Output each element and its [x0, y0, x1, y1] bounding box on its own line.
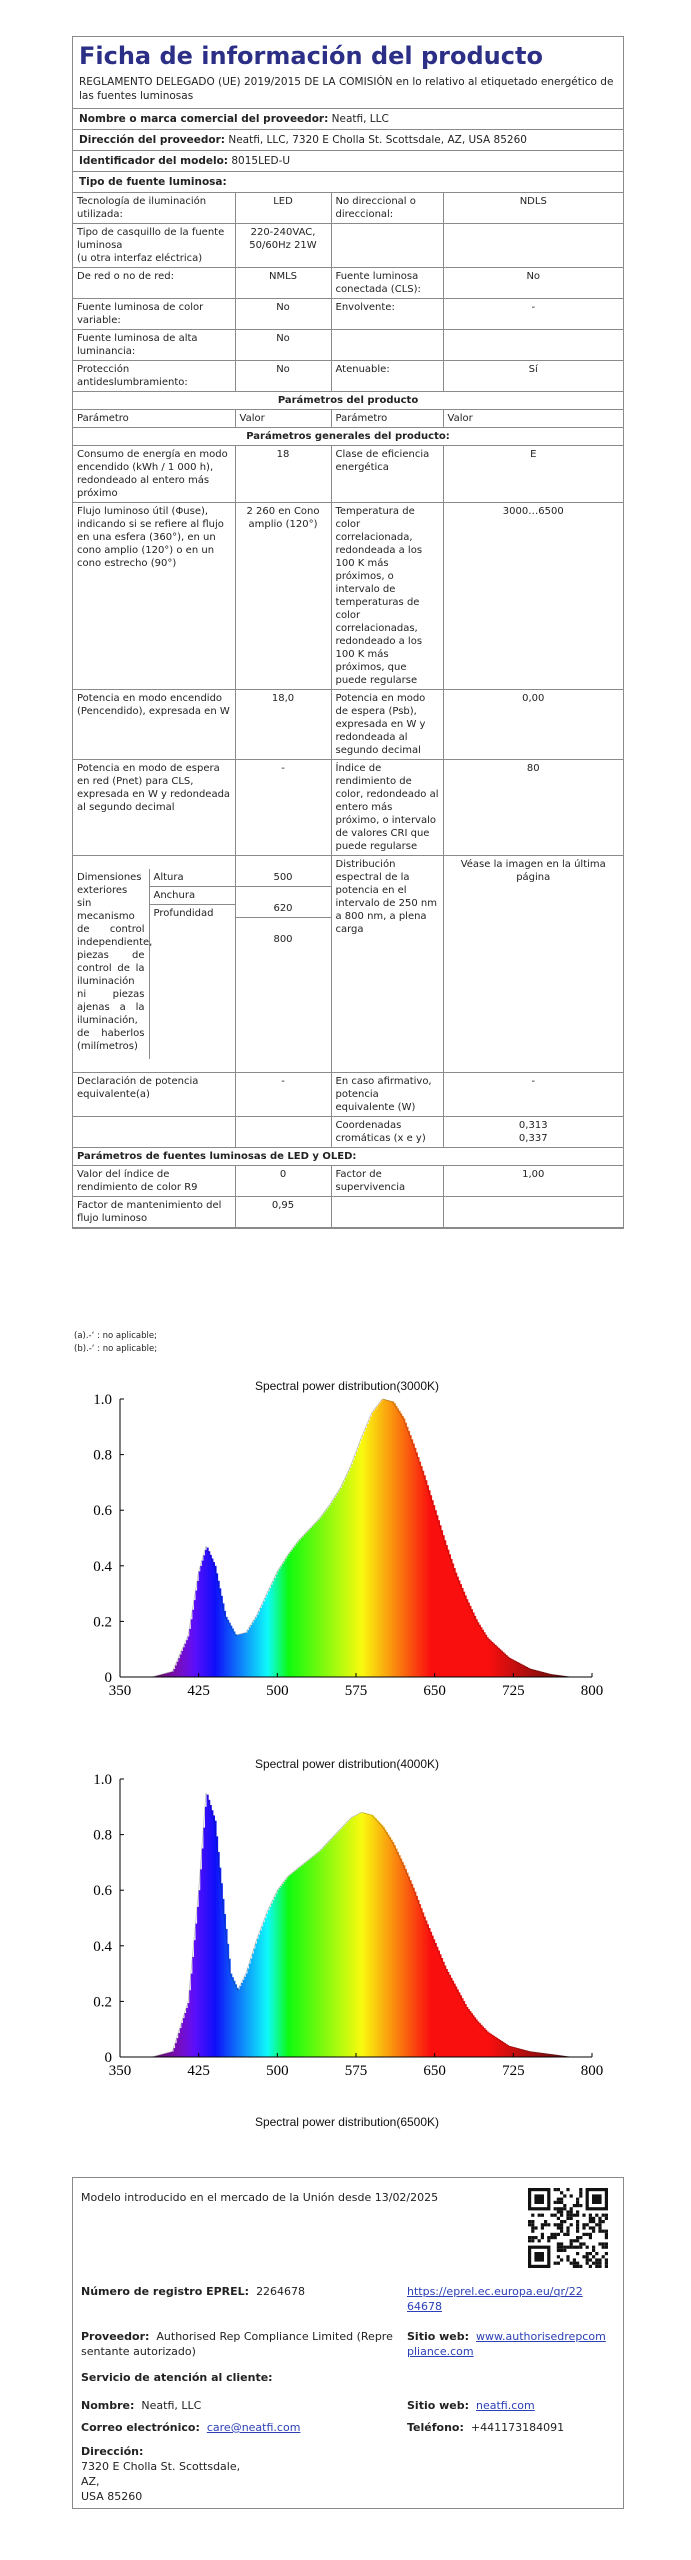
dim-depth-key: Profundidad	[153, 908, 214, 919]
param-value: No	[235, 299, 331, 330]
email-label: Correo electrónico:	[81, 2421, 200, 2434]
param-label: Tipo de casquillo de la fuente luminosa (u otra interfaz eléctrica)	[73, 224, 235, 268]
model-label: Identificador del modelo:	[79, 155, 228, 167]
service-site-link[interactable]: neatfi.com	[476, 2399, 535, 2412]
param-value: 1,00	[443, 1166, 623, 1197]
supplier-name-row	[73, 109, 623, 130]
dim-height-value: 500	[236, 869, 331, 887]
y-tick-label: 0.4	[93, 1938, 112, 1955]
source-type-heading	[73, 172, 623, 193]
x-tick-label: 575	[344, 1683, 368, 1699]
service-site-row	[407, 2398, 535, 2413]
param-label: Atenuable:	[331, 361, 443, 392]
value-header: Valor	[443, 410, 623, 428]
provider-row	[81, 2329, 401, 2359]
x-tick-label: 800	[580, 2063, 604, 2079]
equivalent-power-label	[73, 1073, 235, 1117]
eprel-link-part2[interactable]: 64678	[407, 2300, 442, 2313]
phone-row	[407, 2420, 564, 2435]
param-label	[331, 224, 443, 268]
equivalent-power-text: Declaración de potencia equivalente(a)	[77, 1076, 199, 1100]
source-type-row	[73, 268, 623, 299]
name-value: Neatfi, LLC	[141, 2399, 202, 2412]
eprel-number: 2264678	[256, 2285, 306, 2298]
address-block	[81, 2444, 240, 2504]
param-label: Tecnología de iluminación utilizada:	[73, 193, 235, 224]
equivalent-power-w-value: -	[443, 1073, 623, 1117]
param-value: 80	[443, 760, 623, 856]
product-information-sheet	[72, 36, 624, 1229]
y-tick-label: 1.0	[93, 1772, 112, 1788]
param-value: 0,95	[235, 1197, 331, 1228]
page-title: Ficha de información del producto	[79, 42, 543, 70]
dim-width-key: Anchura	[149, 887, 235, 905]
dim-width-value: 620	[236, 900, 331, 918]
param-value: 0	[235, 1166, 331, 1197]
empty-cell	[235, 1117, 331, 1148]
provider-site-row	[407, 2329, 606, 2359]
param-value: E	[443, 446, 623, 503]
chromaticity-y: 0,337	[518, 1133, 548, 1144]
param-label	[331, 330, 443, 361]
empty-cell	[73, 1117, 235, 1148]
spectral-distribution-value: Véase la imagen en la última página	[443, 856, 623, 1073]
param-label: Potencia en modo encendido (Pencendido), expresada en W	[73, 690, 235, 760]
chromaticity-x: 0,313	[518, 1120, 548, 1131]
spectrum-chart-3000k	[72, 1375, 622, 1715]
site2-label: Sitio web:	[407, 2399, 470, 2412]
supplier-name-value: Neatfi, LLC	[331, 113, 389, 125]
source-type-row	[73, 330, 623, 361]
led-parameter-row	[73, 1197, 623, 1228]
source-type-label: Tipo de fuente luminosa:	[79, 176, 227, 188]
dimensions-values	[235, 856, 331, 1073]
y-tick-label: 0.2	[93, 1994, 112, 2011]
product-parameters-table	[73, 392, 623, 1228]
provider-value-2: sentante autorizado)	[81, 2345, 196, 2358]
qr-code[interactable]	[528, 2188, 608, 2268]
param-value: 18,0	[235, 690, 331, 760]
address-label: Dirección:	[81, 2445, 144, 2458]
eprel-link-part1[interactable]: https://eprel.ec.europa.eu/qr/22	[407, 2285, 583, 2298]
footnote-b: (b).-‘ : no aplicable;	[74, 1344, 158, 1354]
param-value: 18	[235, 446, 331, 503]
y-tick-label: 0.4	[93, 1558, 112, 1575]
model-row	[73, 151, 623, 172]
eprel-label: Número de registro EPREL:	[81, 2285, 250, 2298]
param-header: Parámetro	[331, 410, 443, 428]
value-header: Valor	[235, 410, 331, 428]
param-value	[443, 1197, 623, 1228]
param-label: Factor de mantenimiento del flujo luminoso	[73, 1197, 235, 1228]
param-label: Clase de eficiencia energética	[331, 446, 443, 503]
y-tick-label: 0	[104, 1670, 112, 1686]
x-tick-label: 350	[108, 2063, 132, 2079]
y-tick-label: 0.2	[93, 1614, 112, 1631]
source-type-table	[73, 193, 623, 392]
x-tick-label: 650	[423, 1683, 446, 1699]
address-line-2: AZ,	[81, 2475, 100, 2488]
param-label: Protección antideslumbramiento:	[73, 361, 235, 392]
x-tick-label: 350	[108, 1683, 132, 1699]
param-label: Factor de supervivencia	[331, 1166, 443, 1197]
param-value: -	[443, 299, 623, 330]
regulation-text: REGLAMENTO DELEGADO (UE) 2019/2015 DE LA COMISIÓN en lo relativo al etiquetado energético de las fuentes luminosas	[73, 73, 623, 109]
spectral-distribution-label: Distribución espectral de la potencia en el intervalo de 250 nm a 800 nm, a plena carga	[331, 856, 443, 1073]
param-label: De red o no de red:	[73, 268, 235, 299]
equivalent-power-value: -	[235, 1073, 331, 1117]
dim-depth-value: 800	[273, 934, 293, 945]
spectrum-plot-4000k	[72, 1769, 622, 2129]
equivalent-power-w-label: En caso afirmativo, potencia equivalente (W)	[331, 1073, 443, 1117]
dimensions-label: Dimensiones exteriores sin mecanismo de control independiente, piezas de control de la iluminación ni piezas ajenas a la iluminación, de haberlos (milímetros)	[73, 869, 149, 1059]
provider-value-1: Authorised Rep Compliance Limited (Repre	[156, 2330, 393, 2343]
x-tick-label: 575	[344, 2063, 368, 2079]
x-tick-label: 725	[502, 2063, 525, 2079]
x-tick-label: 500	[266, 2063, 289, 2079]
footnotes	[72, 1330, 622, 1356]
general-parameter-row	[73, 446, 623, 503]
param-label: Fuente luminosa de alta luminancia:	[73, 330, 235, 361]
provider-site-link-2[interactable]: pliance.com	[407, 2345, 474, 2358]
param-value: NMLS	[235, 268, 331, 299]
provider-site-link-1[interactable]: www.authorisedrepcom	[476, 2330, 606, 2343]
footnote-a: (a).-‘ : no aplicable;	[74, 1331, 157, 1341]
param-label: Índice de rendimiento de color, redondeado al entero más próximo, o intervalo de valores CRI que puede regularse	[331, 760, 443, 856]
supplier-address-row	[73, 130, 623, 151]
param-value	[443, 224, 623, 268]
chart-title-6500k: Spectral power distribution(6500K)	[254, 2115, 440, 2129]
param-label: Flujo luminoso útil (Φuse), indicando si se refiere al flujo en una esfera (360°), en un cono amplio (120°) o en un cono estrecho (90°)	[73, 503, 235, 690]
market-introduction: Modelo introducido en el mercado de la Unión desde 13/02/2025	[81, 2191, 439, 2204]
y-tick-label: 0.8	[93, 1827, 112, 1844]
dimensions-cell	[73, 856, 235, 1073]
param-label	[331, 1197, 443, 1228]
param-value: No	[443, 268, 623, 299]
source-type-row	[73, 193, 623, 224]
param-value: No	[235, 330, 331, 361]
source-type-row	[73, 224, 623, 268]
spectrum-chart-4000k	[72, 1757, 622, 2132]
chart-title-4000k: Spectral power distribution(4000K)	[254, 1757, 440, 1771]
param-label: Potencia en modo de espera (Psb), expresada en W y redondeada al segundo decimal	[331, 690, 443, 760]
param-label: Envolvente:	[331, 299, 443, 330]
supplier-address-label: Dirección del proveedor:	[79, 134, 226, 146]
param-label: Valor del índice de rendimiento de color R9	[73, 1166, 235, 1197]
param-value: 0,00	[443, 690, 623, 760]
param-value: -	[235, 760, 331, 856]
general-parameter-row	[73, 503, 623, 690]
x-tick-label: 425	[187, 2063, 210, 2079]
chromaticity-values	[443, 1117, 623, 1148]
y-tick-label: 0.6	[93, 1503, 112, 1520]
product-parameters-title: Parámetros del producto	[73, 392, 623, 410]
general-parameter-row	[73, 760, 623, 856]
param-label: No direccional o direccional:	[331, 193, 443, 224]
spectrum-area	[153, 1399, 572, 1677]
phone-value: +441173184091	[470, 2421, 565, 2434]
param-label: Temperatura de color correlacionada, redondeada a los 100 K más próximos, o intervalo de temperaturas de color correlacionadas, redondeado a los 100 K más próximos, que puede regularse	[331, 503, 443, 690]
param-label: Consumo de energía en modo encendido (kWh / 1 000 h), redondeado al entero más próximo	[73, 446, 235, 503]
address-line-1: 7320 E Cholla St. Scottsdale,	[81, 2460, 241, 2473]
param-value: No	[235, 361, 331, 392]
y-tick-label: 0.8	[93, 1447, 112, 1464]
y-tick-label: 0	[104, 2050, 112, 2066]
general-parameter-row	[73, 690, 623, 760]
dim-height-key: Altura	[149, 869, 235, 887]
address-line-3: USA 85260	[81, 2490, 143, 2503]
param-label: Fuente luminosa conectada (CLS):	[331, 268, 443, 299]
param-header: Parámetro	[73, 410, 235, 428]
model-value: 8015LED-U	[231, 155, 291, 167]
y-tick-label: 0.6	[93, 1883, 112, 1900]
customer-service-title: Servicio de atención al cliente:	[81, 2371, 273, 2384]
email-row	[81, 2420, 300, 2435]
general-parameters-title: Parámetros generales del producto:	[73, 428, 623, 446]
source-type-row	[73, 299, 623, 330]
chart-title-3000k: Spectral power distribution(3000K)	[254, 1379, 440, 1393]
source-type-row	[73, 361, 623, 392]
x-tick-label: 725	[502, 1683, 525, 1699]
param-value: 220-240VAC, 50/60Hz 21W	[235, 224, 331, 268]
x-tick-label: 425	[187, 1683, 210, 1699]
eprel-row	[81, 2284, 305, 2299]
supplier-name-label: Nombre o marca comercial del proveedor:	[79, 113, 329, 125]
led-parameter-row	[73, 1166, 623, 1197]
email-link[interactable]: care@neatfi.com	[206, 2421, 301, 2434]
phone-label: Teléfono:	[407, 2421, 464, 2434]
x-tick-label: 800	[580, 1683, 604, 1699]
param-value: 3000…6500	[443, 503, 623, 690]
eprel-footer	[72, 2177, 624, 2509]
param-value: NDLS	[443, 193, 623, 224]
param-value: 2 260 en Cono amplio (120°)	[235, 503, 331, 690]
param-value: Sí	[443, 361, 623, 392]
x-tick-label: 650	[423, 2063, 446, 2079]
name-row	[81, 2398, 201, 2413]
param-label: Fuente luminosa de color variable:	[73, 299, 235, 330]
supplier-address-value: Neatfi, LLC, 7320 E Cholla St. Scottsdale, AZ, USA 85260	[228, 134, 527, 146]
eprel-link[interactable]	[407, 2284, 583, 2314]
name-label: Nombre:	[81, 2399, 135, 2412]
x-tick-label: 500	[266, 1683, 289, 1699]
provider-label: Proveedor:	[81, 2330, 150, 2343]
chromaticity-label: Coordenadas cromáticas (x e y)	[331, 1117, 443, 1148]
param-value	[443, 330, 623, 361]
led-parameters-title: Parámetros de fuentes luminosas de LED y OLED:	[73, 1148, 623, 1166]
param-value: LED	[235, 193, 331, 224]
site-label: Sitio web:	[407, 2330, 470, 2343]
spectrum-plot-3000k	[72, 1380, 622, 1715]
param-label: Potencia en modo de espera en red (Pnet) para CLS, expresada en W y redondeada al segundo decimal	[73, 760, 235, 856]
y-tick-label: 1.0	[93, 1392, 112, 1408]
